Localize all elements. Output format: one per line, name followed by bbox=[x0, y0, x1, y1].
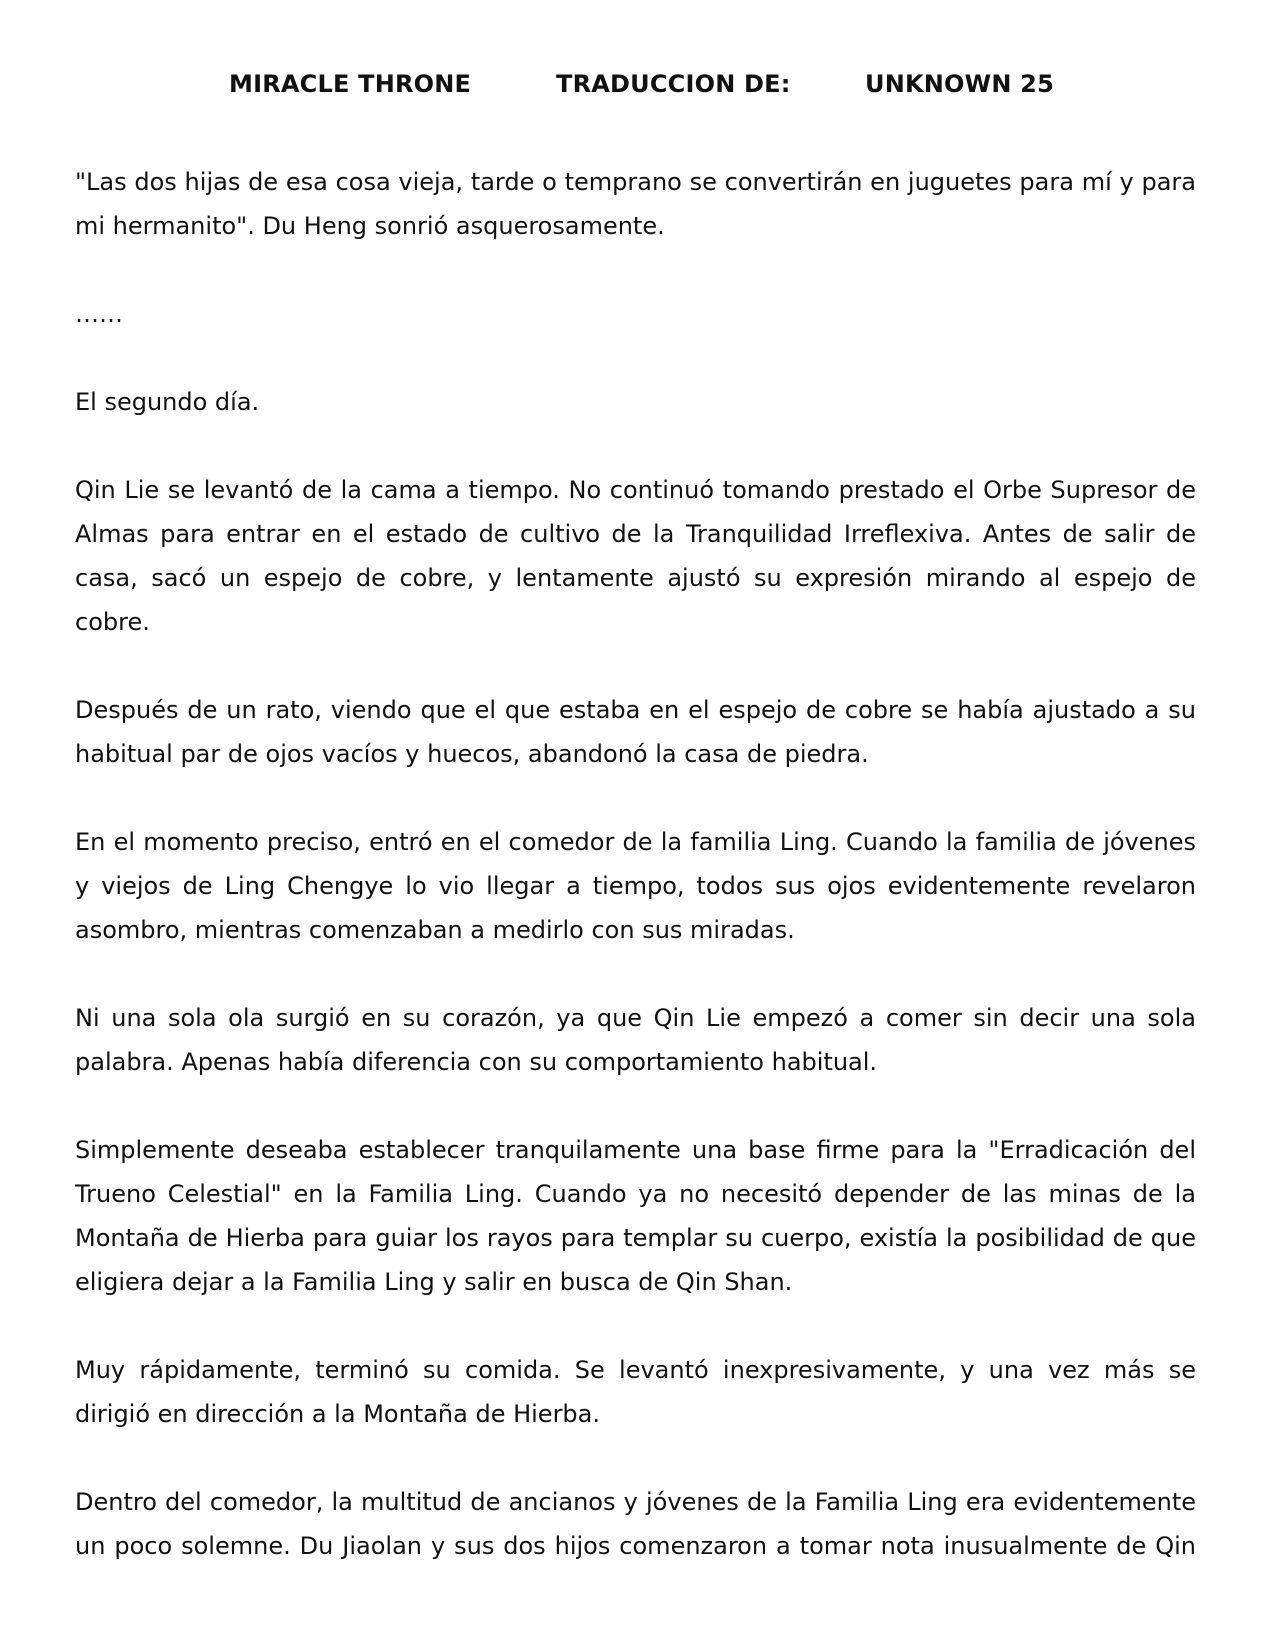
paragraph: Simplemente deseaba establecer tranquilamente una base firme para la "Erradicación del Trueno Celestial" en la Familia Ling. Cuando ya no necesitó depender de las minas de la Montaña de Hierba para guiar los rayos para templar su cuerpo, existía la posibilidad de que eligiera dejar a la Familia Ling y salir en busca de Qin Shan. bbox=[75, 1136, 1196, 1296]
page-header bbox=[0, 70, 1275, 110]
paragraph: Qin Lie se levantó de la cama a tiempo. No continuó tomando prestado el Orbe Supresor de Almas para entrar en el estado de cultivo de la Tranquilidad Irreflexiva. Antes de salir de casa, sacó un espejo de cobre, y lentamente ajustó su expresión mirando al espejo de cobre. bbox=[75, 476, 1196, 636]
paragraph: Dentro del comedor, la multitud de ancianos y jóvenes de la Familia Ling era evidentemente un poco solemne. Du Jiaolan y sus dos hijos comenzaron a tomar nota inusualmente de Qin bbox=[75, 1488, 1196, 1560]
paragraph: Muy rápidamente, terminó su comida. Se levantó inexpresivamente, y una vez más se dirigió en dirección a la Montaña de Hierba. bbox=[75, 1356, 1196, 1428]
paragraph: Ni una sola ola surgió en su corazón, ya que Qin Lie empezó a comer sin decir una sola palabra. Apenas había diferencia con su comportamiento habitual. bbox=[75, 1004, 1196, 1076]
paragraph: Después de un rato, viendo que el que estaba en el espejo de cobre se había ajustado a su habitual par de ojos vacíos y huecos, abandonó la casa de piedra. bbox=[75, 696, 1196, 768]
body-text bbox=[75, 160, 1196, 1568]
paragraph: "Las dos hijas de esa cosa vieja, tarde o temprano se convertirán en juguetes para mí y para mi hermanito". Du Heng sonrió asquerosamente. bbox=[75, 168, 1196, 240]
translation-label: TRADUCCION DE: bbox=[556, 70, 791, 98]
novel-title: MIRACLE THRONE bbox=[229, 70, 472, 98]
paragraph: El segundo día. bbox=[75, 388, 260, 416]
paragraph: En el momento preciso, entró en el comedor de la familia Ling. Cuando la familia de jóvenes y viejos de Ling Chengye lo vio llegar a tiempo, todos sus ojos evidentemente revelaron asombro, mientras comenzaban a medirlo con sus miradas. bbox=[75, 828, 1196, 944]
translator-name: UNKNOWN 25 bbox=[865, 70, 1054, 98]
paragraph-ellipsis: …… bbox=[75, 300, 123, 328]
